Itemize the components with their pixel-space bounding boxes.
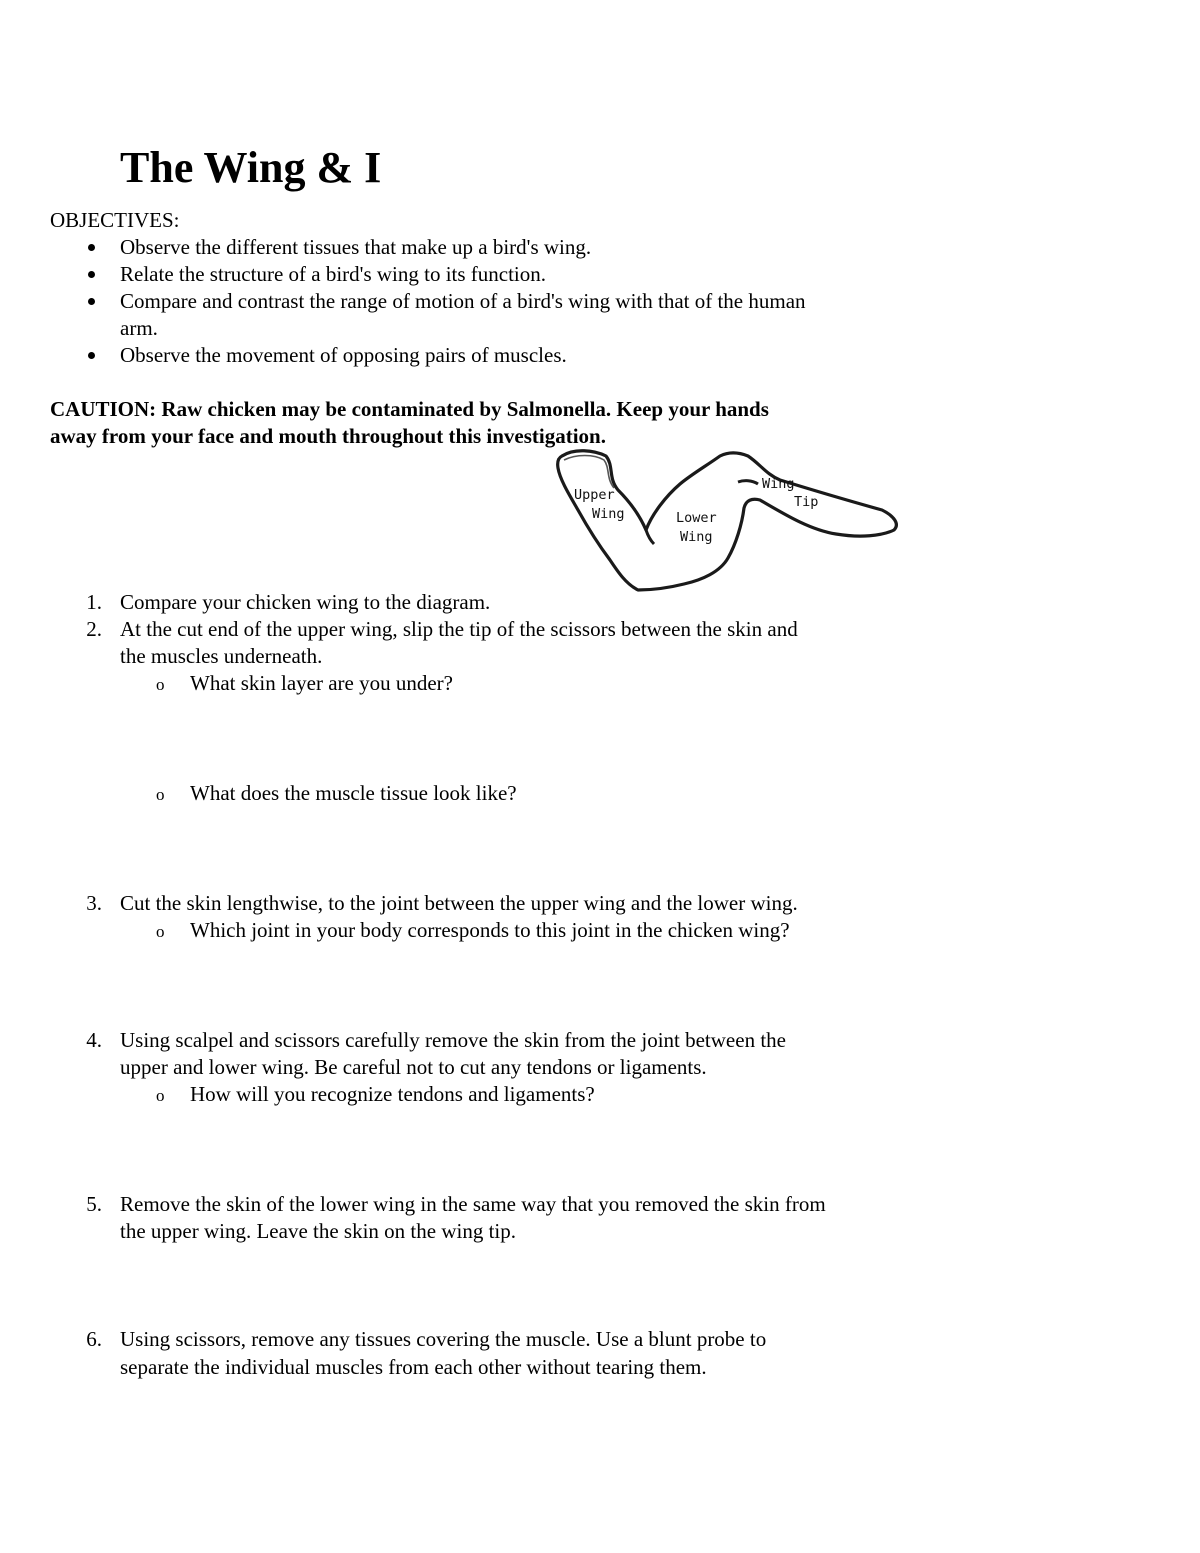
tip-joint: [738, 481, 758, 484]
step-number: 1.: [86, 590, 102, 614]
step-text-continued: the muscles underneath.: [120, 644, 323, 668]
step-text: Cut the skin lengthwise, to the joint between the upper wing and the lower wing.: [120, 891, 798, 915]
bullet-icon: [88, 352, 95, 359]
step-number: 4.: [86, 1028, 102, 1052]
objective-item: Observe the different tissues that make up a bird's wing.: [120, 235, 592, 259]
wing-outline-shade: [564, 456, 614, 489]
lower-wing-label: Lower: [676, 510, 717, 526]
question-text: What skin layer are you under?: [190, 671, 453, 695]
objective-item: Compare and contrast the range of motion of a bird's wing with that of the human: [120, 289, 806, 313]
upper-wing-label: Wing: [592, 506, 625, 522]
wing-tip-label: Wing: [762, 476, 795, 492]
joint-line: [646, 530, 654, 544]
objectives-label: OBJECTIVES:: [50, 208, 180, 232]
wing-tip-label: Tip: [794, 494, 819, 510]
bullet-icon: [88, 271, 95, 278]
step-text-continued: the upper wing. Leave the skin on the wing tip.: [120, 1219, 516, 1243]
step-text: Using scissors, remove any tissues covering the muscle. Use a blunt probe to: [120, 1327, 767, 1351]
page-title: The Wing & I: [120, 143, 382, 192]
caution-line-1: CAUTION: Raw chicken may be contaminated by Salmonella. Keep your hands: [50, 397, 769, 421]
step-number: 3.: [86, 891, 102, 915]
caution-line-2: away from your face and mouth throughout this investigation.: [50, 424, 606, 448]
chicken-wing-diagram: [548, 444, 908, 600]
question-text: What does the muscle tissue look like?: [190, 781, 517, 805]
objective-item: Observe the movement of opposing pairs of muscles.: [120, 343, 567, 367]
upper-wing-label: Upper: [574, 487, 615, 503]
question-text: How will you recognize tendons and ligaments?: [190, 1082, 595, 1106]
question-marker: o: [156, 1086, 165, 1105]
question-marker: o: [156, 922, 165, 941]
step-text: At the cut end of the upper wing, slip the tip of the scissors between the skin and: [120, 617, 798, 641]
step-text-continued: separate the individual muscles from each other without tearing them.: [120, 1355, 707, 1379]
step-number: 2.: [86, 617, 102, 641]
objective-item: Relate the structure of a bird's wing to its function.: [120, 262, 547, 286]
step-text-continued: upper and lower wing. Be careful not to cut any tendons or ligaments.: [120, 1055, 707, 1079]
step-text: Remove the skin of the lower wing in the same way that you removed the skin from: [120, 1192, 826, 1216]
question-marker: o: [156, 675, 165, 694]
step-number: 5.: [86, 1192, 102, 1216]
bullet-icon: [88, 244, 95, 251]
step-number: 6.: [86, 1327, 102, 1351]
bullet-icon: [88, 298, 95, 305]
step-text: Using scalpel and scissors carefully remove the skin from the joint between the: [120, 1028, 786, 1052]
step-text: Compare your chicken wing to the diagram.: [120, 590, 491, 614]
question-text: Which joint in your body corresponds to this joint in the chicken wing?: [190, 918, 790, 942]
lower-wing-label: Wing: [680, 529, 713, 545]
question-marker: o: [156, 785, 165, 804]
objective-item-continued: arm.: [120, 316, 158, 340]
